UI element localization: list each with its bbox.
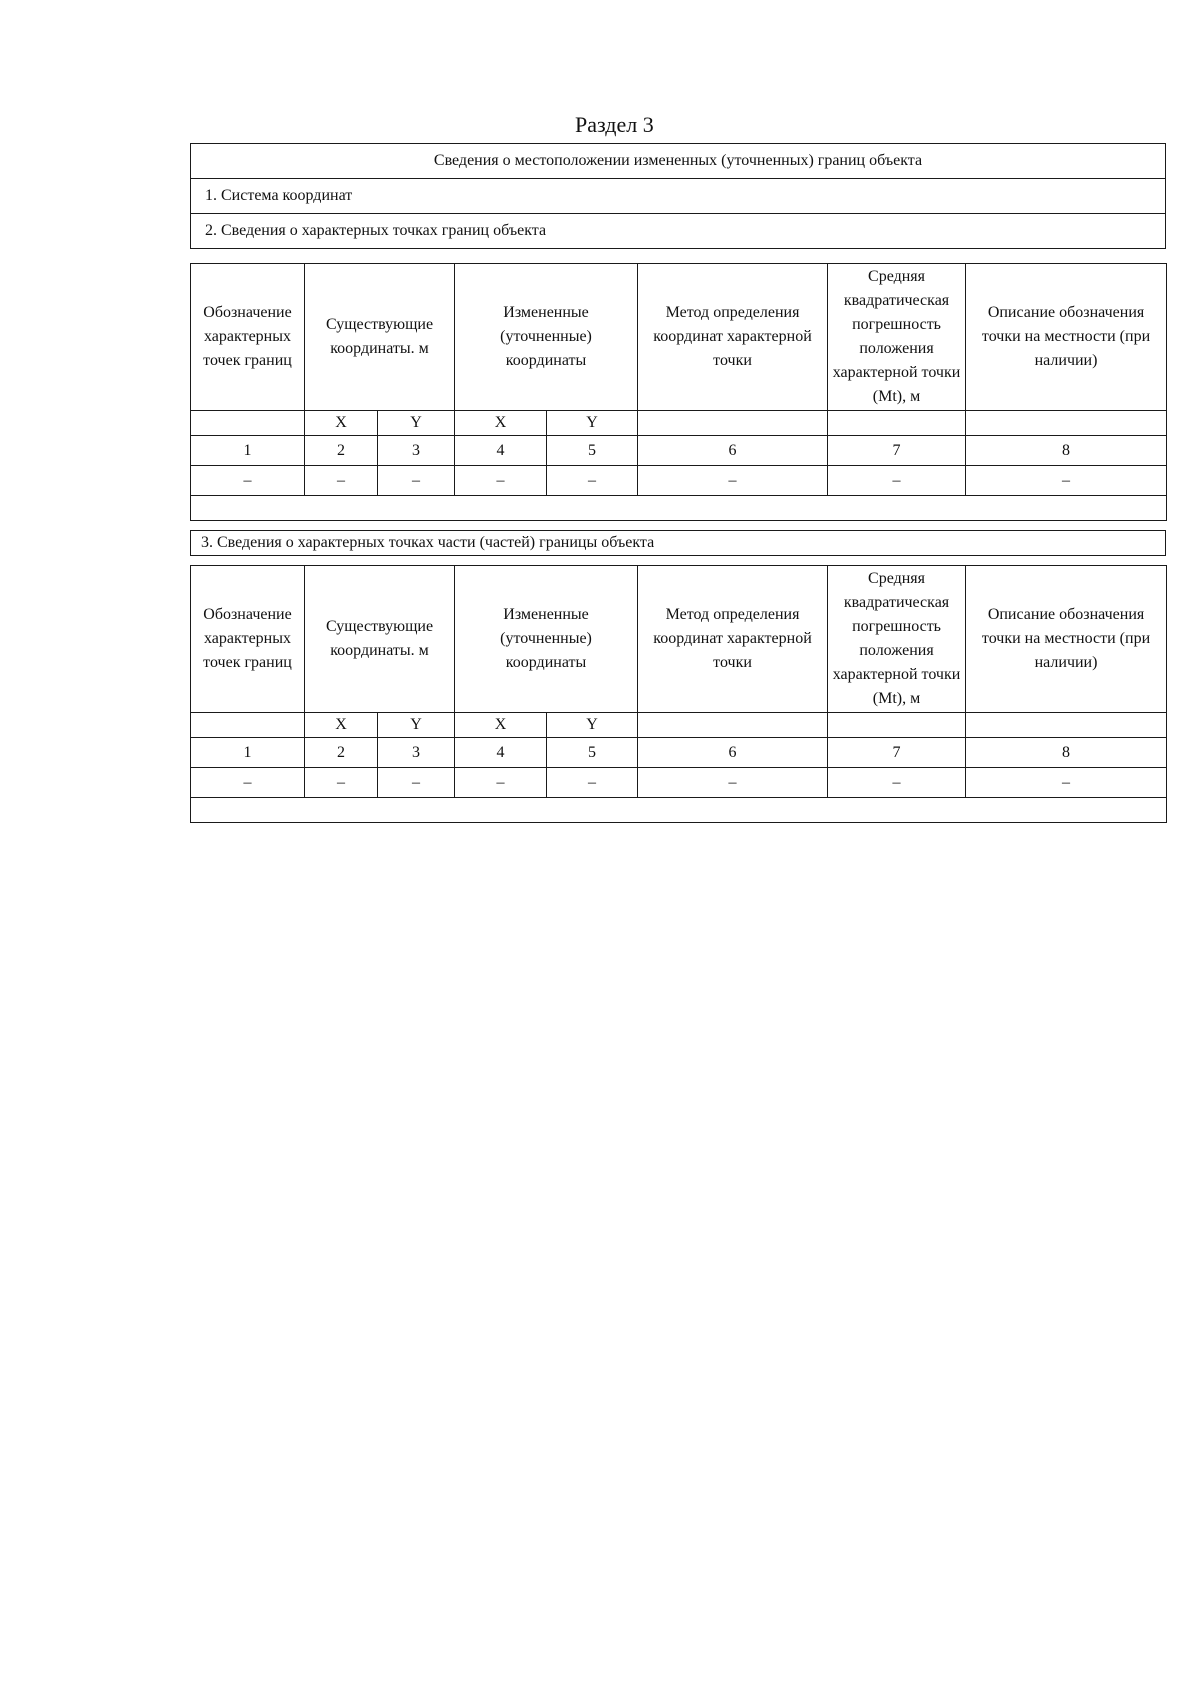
table-cell-dash: –	[378, 466, 455, 496]
empty-cell	[966, 713, 1167, 738]
table-cell-dash: –	[455, 768, 547, 798]
column-header-point-designation: Обозначение характерных точек границ	[191, 566, 305, 713]
column-header-existing-coordinates: Существующие координаты. м	[305, 264, 455, 411]
part-boundary-points-table	[190, 565, 1167, 823]
column-number: 7	[828, 738, 966, 768]
page-title: Раздел 3	[575, 112, 654, 137]
column-header-changed-coordinates: Измененные (уточненные) координаты	[455, 264, 638, 411]
column-number: 6	[638, 738, 828, 768]
boundary-points-heading: 2. Сведения о характерных точках границ объекта	[191, 214, 1166, 249]
empty-cell	[828, 411, 966, 436]
column-number: 2	[305, 738, 378, 768]
table-cell-dash: –	[828, 466, 966, 496]
column-number: 4	[455, 738, 547, 768]
empty-cell	[191, 411, 305, 436]
table-cell-dash: –	[305, 466, 378, 496]
column-number: 5	[547, 738, 638, 768]
column-header-method: Метод определения координат характерной точки	[638, 566, 828, 713]
column-number: 1	[191, 738, 305, 768]
subheader-x: X	[455, 713, 547, 738]
boundary-points-table	[190, 263, 1167, 521]
table-cell-dash: –	[378, 768, 455, 798]
empty-cell	[828, 713, 966, 738]
subheader-y: Y	[378, 713, 455, 738]
column-header-description: Описание обозначения точки на местности (при наличии)	[966, 264, 1167, 411]
table-cell-dash: –	[191, 466, 305, 496]
column-number: 6	[638, 436, 828, 466]
table-cell-dash: –	[191, 768, 305, 798]
column-header-mean-error: Средняя квадратическая погрешность положения характерной точки (Mt), м	[828, 566, 966, 713]
column-header-description: Описание обозначения точки на местности (при наличии)	[966, 566, 1167, 713]
boundary-info-table	[190, 143, 1166, 249]
table-cell-dash: –	[455, 466, 547, 496]
subheader-y: Y	[547, 713, 638, 738]
empty-cell	[638, 411, 828, 436]
table-cell-dash: –	[305, 768, 378, 798]
empty-row	[191, 496, 1167, 521]
column-header-existing-coordinates: Существующие координаты. м	[305, 566, 455, 713]
table-cell-dash: –	[547, 768, 638, 798]
subheader-x: X	[305, 411, 378, 436]
column-number: 3	[378, 738, 455, 768]
empty-row	[191, 798, 1167, 823]
table-cell-dash: –	[828, 768, 966, 798]
column-header-point-designation: Обозначение характерных точек границ	[191, 264, 305, 411]
table-cell-dash: –	[966, 768, 1167, 798]
subheader-x: X	[305, 713, 378, 738]
column-number: 5	[547, 436, 638, 466]
column-number: 8	[966, 738, 1167, 768]
part-boundary-heading-box	[190, 530, 1166, 556]
part-boundary-heading: 3. Сведения о характерных точках части (частей) границы объекта	[191, 531, 1166, 556]
empty-cell	[966, 411, 1167, 436]
column-number: 3	[378, 436, 455, 466]
column-number: 4	[455, 436, 547, 466]
column-header-mean-error: Средняя квадратическая погрешность положения характерной точки (Mt), м	[828, 264, 966, 411]
subheader-x: X	[455, 411, 547, 436]
coordinate-system-row: 1. Система координат	[191, 179, 1166, 214]
column-header-method: Метод определения координат характерной точки	[638, 264, 828, 411]
empty-cell	[191, 713, 305, 738]
table-cell-dash: –	[638, 768, 828, 798]
column-header-changed-coordinates: Измененные (уточненные) координаты	[455, 566, 638, 713]
subheader-y: Y	[378, 411, 455, 436]
empty-cell	[638, 713, 828, 738]
table-cell-dash: –	[547, 466, 638, 496]
column-number: 1	[191, 436, 305, 466]
column-number: 8	[966, 436, 1167, 466]
column-number: 2	[305, 436, 378, 466]
table-cell-dash: –	[966, 466, 1167, 496]
table-cell-dash: –	[638, 466, 828, 496]
column-number: 7	[828, 436, 966, 466]
section-heading: Сведения о местоположении измененных (уточненных) границ объекта	[191, 144, 1166, 179]
subheader-y: Y	[547, 411, 638, 436]
